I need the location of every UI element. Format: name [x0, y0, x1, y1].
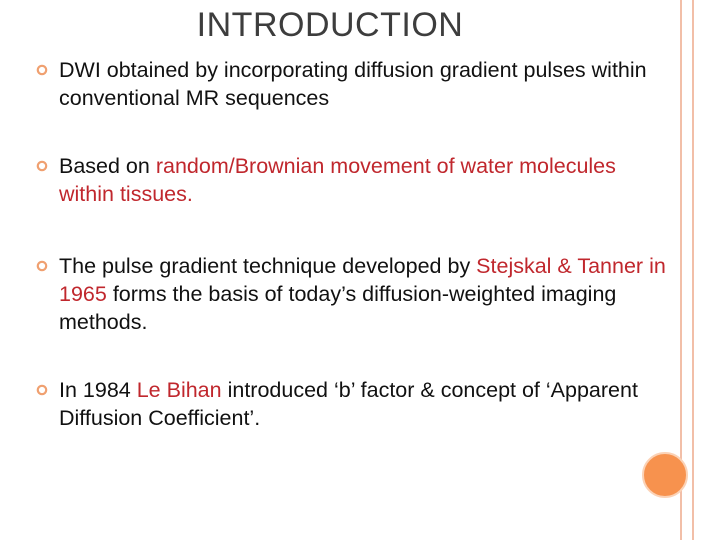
highlight-text: Le Bihan: [136, 378, 222, 402]
bullet-ring-icon: [36, 64, 48, 76]
bullet-item-2: [36, 152, 666, 208]
bullet-ring-icon: [36, 384, 48, 396]
decorative-rail-right: [692, 0, 694, 540]
bullet-text: DWI obtained by incorporating diffusion gradient pulses within conventional MR sequences: [59, 58, 647, 110]
highlight-text: Stejskal & Tanner in 1965: [59, 254, 666, 306]
bullet-text: The pulse gradient technique developed by Stejskal & Tanner in 1965 forms the basis of today’s diffusion-weighted imaging methods.: [59, 254, 666, 334]
slide-title: INTRODUCTION: [196, 6, 464, 44]
bullet-item-4: [36, 376, 666, 432]
bullet-text: Based on random/Brownian movement of water molecules within tissues.: [59, 154, 616, 206]
bullet-text: In 1984 Le Bihan introduced ‘b’ factor & concept of ‘Apparent Diffusion Coefficient’.: [59, 378, 638, 430]
bullet-item-3: [36, 252, 666, 336]
bullet-ring-icon: [36, 260, 48, 272]
highlight-text: random/Brownian movement of water molecules within tissues.: [59, 154, 616, 206]
decorative-circle: [642, 452, 688, 498]
bullet-ring-icon: [36, 160, 48, 172]
bullet-item-1: [36, 56, 666, 112]
